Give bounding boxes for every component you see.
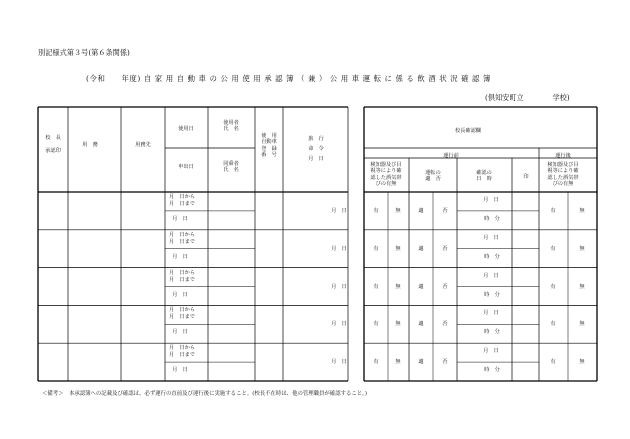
form-number: 別記様式第３号(第６条関係) [38, 48, 130, 57]
travel-order-date: 月 日 [331, 321, 347, 328]
alcohol-yes-before: 有 [373, 283, 379, 290]
alcohol-no-after: 無 [579, 207, 585, 214]
confirm-time: 時 分 [484, 253, 500, 260]
header-after-driving: 運行後 [555, 153, 571, 159]
use-date-from: 月 日から [169, 345, 195, 352]
confirm-time: 時 分 [484, 329, 500, 336]
use-date-from: 月 日から [169, 307, 195, 314]
application-date: 月 日 [172, 329, 188, 336]
alcohol-yes-before: 有 [373, 207, 379, 214]
header-vehicle-registration: 使 用 自動車 登 録 番 号 [261, 133, 277, 159]
header-driving-fitness: 運転の 適 否 [425, 170, 441, 183]
use-date-to: 月 日まで [169, 201, 195, 207]
header-principal-stamp: 校 長 承認印 [45, 135, 61, 154]
alcohol-yes-before: 有 [373, 321, 379, 328]
confirm-date: 月 日 [483, 234, 499, 241]
header-before-driving: 運行前 [443, 153, 459, 159]
alcohol-yes-after: 有 [550, 283, 556, 290]
alcohol-no-after: 無 [579, 321, 585, 328]
fitness-unfit: 否 [442, 359, 448, 366]
alcohol-yes-before: 有 [373, 245, 379, 252]
fitness-unfit: 否 [442, 283, 448, 290]
travel-order-date: 月 日 [331, 207, 347, 214]
alcohol-yes-after: 有 [550, 207, 556, 214]
fitness-fit: 適 [418, 207, 424, 214]
confirm-date: 月 日 [483, 310, 499, 317]
confirm-date: 月 日 [483, 348, 499, 355]
alcohol-yes-after: 有 [550, 245, 556, 252]
use-date-from: 月 日から [169, 194, 195, 200]
confirm-time: 時 分 [484, 215, 500, 222]
alcohol-no-before: 無 [395, 207, 401, 214]
header-application-date: 申出日 [178, 164, 194, 170]
use-date-from: 月 日から [169, 269, 195, 276]
school-name-line: (倶知安町立 学校) [485, 93, 570, 102]
alcohol-yes-before: 有 [373, 359, 379, 366]
header-business: 用 務 [82, 142, 98, 148]
application-date: 月 日 [172, 367, 188, 374]
header-confirm-datetime: 確認の 日 時 [476, 170, 492, 183]
use-date-to: 月 日まで [169, 314, 195, 321]
fitness-unfit: 否 [442, 245, 448, 252]
confirm-time: 時 分 [484, 291, 500, 298]
travel-order-date: 月 日 [331, 283, 347, 290]
header-use-date: 使用日 [178, 126, 194, 132]
alcohol-no-after: 無 [579, 283, 585, 290]
alcohol-no-before: 無 [395, 283, 401, 290]
alcohol-no-before: 無 [395, 359, 401, 366]
fitness-fit: 適 [418, 321, 424, 328]
use-date-to: 月 日まで [169, 276, 195, 283]
alcohol-yes-after: 有 [550, 321, 556, 328]
use-date-to: 月 日まで [169, 238, 195, 245]
header-alcohol-check-before: 検知器及び目 視等により確 認した酒気帯 びの有無 [370, 162, 402, 188]
fitness-fit: 適 [418, 359, 424, 366]
travel-order-date: 月 日 [331, 245, 347, 252]
header-seal: 印 [523, 174, 529, 180]
header-companion-name: 同乗者 氏 名 [223, 161, 239, 174]
fitness-fit: 適 [418, 283, 424, 290]
confirm-date: 月 日 [483, 272, 499, 279]
alcohol-no-before: 無 [395, 321, 401, 328]
confirm-date: 月 日 [483, 197, 499, 203]
alcohol-no-before: 無 [395, 245, 401, 252]
fitness-unfit: 否 [442, 321, 448, 328]
alcohol-yes-after: 有 [550, 359, 556, 366]
fitness-unfit: 否 [442, 207, 448, 214]
header-destination: 用務先 [135, 142, 151, 148]
use-date-from: 月 日から [169, 231, 195, 238]
application-date: 月 日 [172, 291, 188, 298]
application-date: 月 日 [172, 253, 188, 260]
application-date: 月 日 [172, 215, 188, 222]
page-title: (令和 年度) 自 家 用 自 動 車 の 公 用 使 用 承 認 簿 （ 兼 ） 公 用 車 運 転 に 係 る 飲 酒 状 況 確 認 簿 [86, 74, 491, 83]
remarks-note: ＜備考＞ 本承認簿への記載及び確認は、必ず運行の直前及び運行後に実施すること。(校長不在時は、他の管理職員が確認すること。) [42, 391, 367, 397]
confirm-time: 時 分 [484, 367, 500, 374]
travel-order-date: 月 日 [331, 359, 347, 366]
fitness-fit: 適 [418, 245, 424, 252]
header-principal-check: 校長確認欄 [455, 128, 481, 134]
header-user-name: 使用者 氏 名 [223, 120, 239, 133]
alcohol-no-after: 無 [579, 245, 585, 252]
header-travel-order: 旅 行 命 令 月 日 [308, 136, 324, 162]
header-alcohol-check-after: 検知器及び目 視等により確 認した酒気帯 びの有無 [547, 162, 579, 188]
use-date-to: 月 日まで [169, 352, 195, 359]
alcohol-no-after: 無 [579, 359, 585, 366]
